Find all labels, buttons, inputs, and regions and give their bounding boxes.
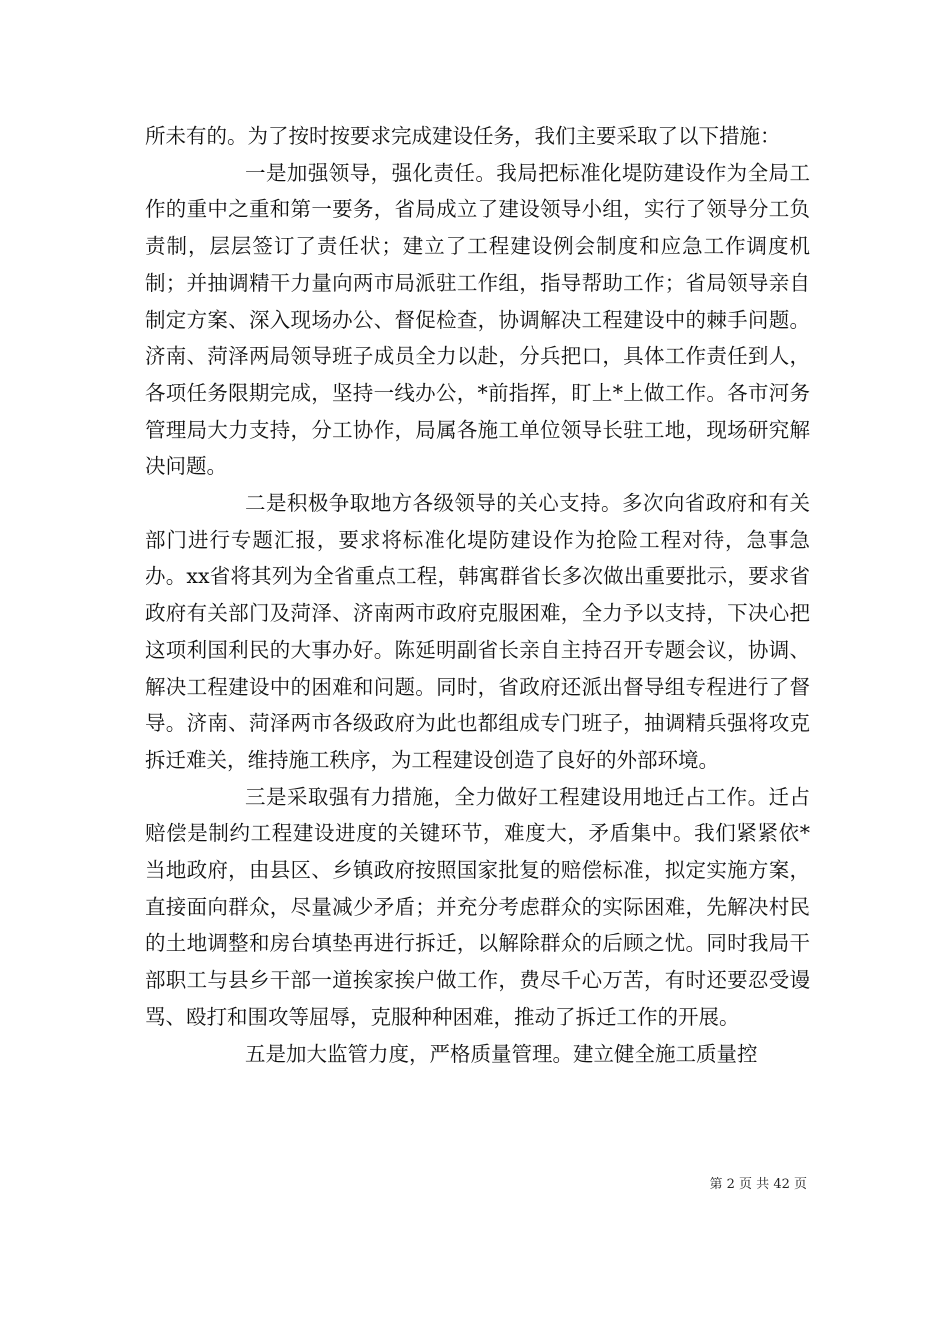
paragraph-continuation: 所未有的。为了按时按要求完成建设任务，我们主要采取了以下措施：: [145, 124, 781, 148]
paragraph-measure-1: 一是加强领导，强化责任。我局把标准化堤防建设作为全局工作的重中之重和第一要务，省局成立了建设领导小组，实行了领导分工负责制，层层签订了责任状；建立了工程建设例会制度和应急工作调度机制；并抽调精干力量向两市局派驻工作组，指导帮助工作；省局领导亲自制定方案、深入现场办公、督促检查，协调解决工程建设中的棘手问题。济南、菏泽两局领导班子成员全力以赴，分兵把口，具体工作责任到人，各项任务限期完成，坚持一线办公，*前指挥，盯上*上做工作。各市河务管理局大力支持，分工协作，局属各施工单位领导长驻工地，现场研究解决问题。: [145, 160, 810, 479]
page-number-footer: 第 2 页 共 42 页: [709, 1177, 807, 1192]
paragraph-measure-5: 五是加大监管力度，严格质量管理。建立健全施工质量控: [245, 1041, 758, 1066]
document-body: [145, 118, 810, 1072]
paragraph-measure-2: 二是积极争取地方各级领导的关心支持。多次向省政府和有关部门进行专题汇报，要求将标准化堤防建设作为抢险工程对待，急事急办。xx省将其列为全省重点工程，韩寓群省长多次做出重要批示，要求省政府有关部门及菏泽、济南两市政府克服困难，全力予以支持，下决心把这项利国利民的大事办好。陈延明副省长亲自主持召开专题会议，协调、解决工程建设中的困难和问题。同时，省政府还派出督导组专程进行了督导。济南、菏泽两市各级政府为此也都组成专门班子，抽调精兵强将攻克拆迁难关，维持施工秩序，为工程建设创造了良好的外部环境。: [145, 491, 810, 772]
paragraph-measure-3: 三是采取强有力措施，全力做好工程建设用地迁占工作。迁占赔偿是制约工程建设进度的关键环节，难度大，矛盾集中。我们紧紧依*当地政府，由县区、乡镇政府按照国家批复的赔偿标准，拟定实施方案，直接面向群众，尽量减少矛盾；并充分考虑群众的实际困难，先解决村民的土地调整和房台填垫再进行拆迁，以解除群众的后顾之忧。同时我局干部职工与县乡干部一道挨家挨户做工作，费尽千心万苦，有时还要忍受谩骂、殴打和围攻等屈辱，克服种种困难，推动了拆迁工作的开展。: [145, 784, 810, 1029]
